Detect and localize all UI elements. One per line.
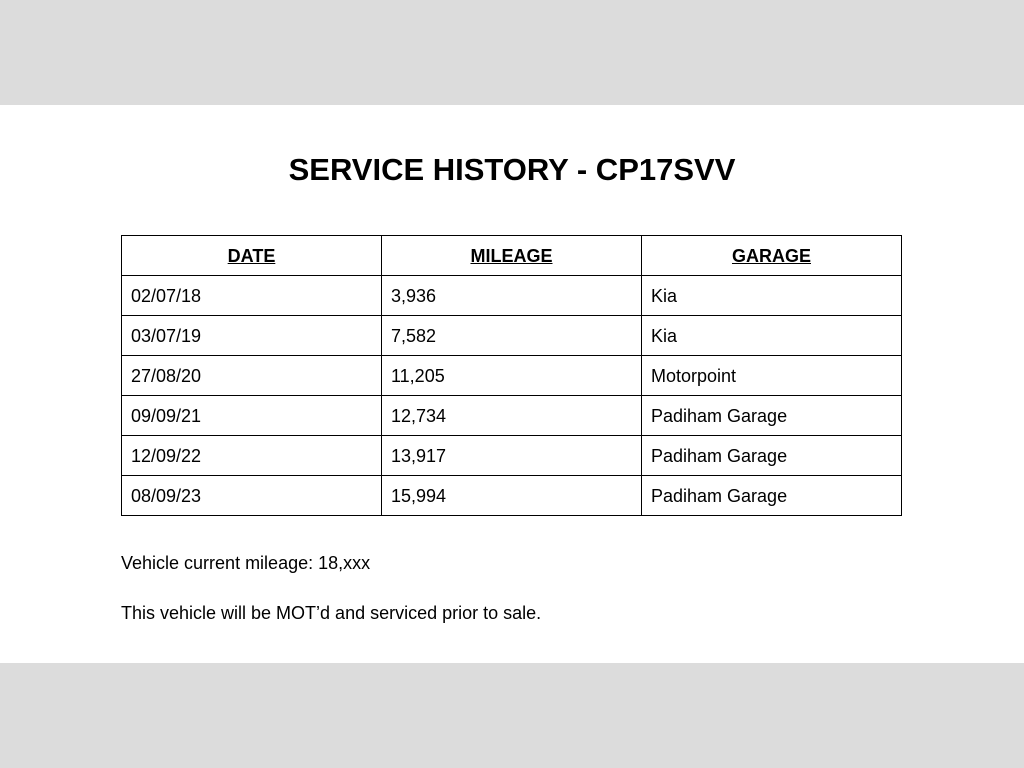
document-page: [0, 105, 1024, 663]
current-mileage-note: Vehicle current mileage: 18,xxx: [121, 553, 371, 573]
cell-garage: Padiham Garage: [642, 396, 902, 436]
column-header-date: DATE: [122, 236, 382, 276]
cell-date: 12/09/22: [122, 436, 382, 476]
table-row: [122, 356, 902, 396]
table-row: [122, 276, 902, 316]
page-title: SERVICE HISTORY - CP17SVV: [288, 152, 736, 187]
sale-note: This vehicle will be MOT’d and serviced prior to sale.: [121, 603, 542, 623]
column-header-mileage: MILEAGE: [382, 236, 642, 276]
cell-mileage: 11,205: [382, 356, 642, 396]
cell-date: 09/09/21: [122, 396, 382, 436]
cell-date: 03/07/19: [122, 316, 382, 356]
cell-mileage: 3,936: [382, 276, 642, 316]
cell-mileage: 12,734: [382, 396, 642, 436]
cell-garage: Padiham Garage: [642, 476, 902, 516]
cell-garage: Motorpoint: [642, 356, 902, 396]
table-header-row: [122, 236, 902, 276]
service-history-table: [121, 235, 902, 516]
column-header-garage: GARAGE: [642, 236, 902, 276]
table-row: [122, 476, 902, 516]
table-row: [122, 316, 902, 356]
cell-date: 02/07/18: [122, 276, 382, 316]
cell-garage: Kia: [642, 316, 902, 356]
cell-mileage: 13,917: [382, 436, 642, 476]
table-row: [122, 436, 902, 476]
cell-date: 27/08/20: [122, 356, 382, 396]
cell-garage: Padiham Garage: [642, 436, 902, 476]
cell-mileage: 15,994: [382, 476, 642, 516]
table-row: [122, 396, 902, 436]
cell-garage: Kia: [642, 276, 902, 316]
cell-mileage: 7,582: [382, 316, 642, 356]
cell-date: 08/09/23: [122, 476, 382, 516]
